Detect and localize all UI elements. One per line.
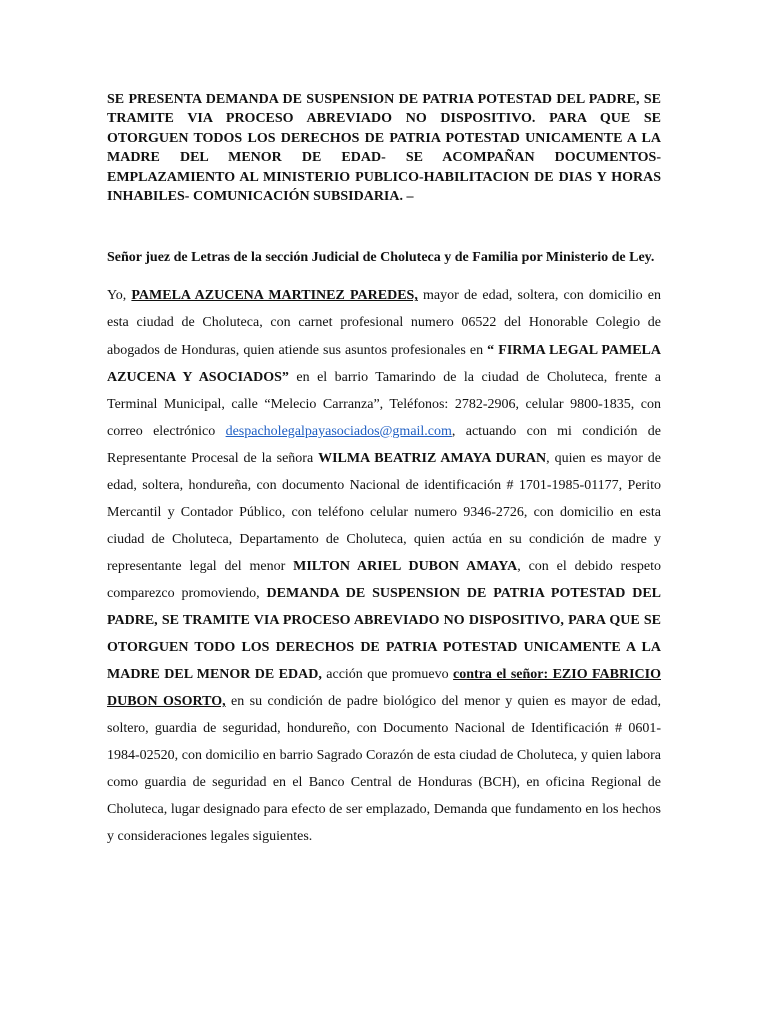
document-page (107, 90, 661, 850)
body-text-6: , con el debido respeto comparezco promoviendo, (107, 558, 661, 601)
body-text-7: acción que promuevo (321, 667, 454, 683)
body-text-5: , quien es mayor de edad, soltera, hondureña, con documento Nacional de identificación # 1701-1985-01177, Perito Mercantil y Contador Público, con teléfono celular numero 9346-2726, con domicilio en esta ciudad de Choluteca, Departamento de Choluteca, quien actúa en su condición de madre y representante legal del menor (107, 450, 661, 574)
body-text-8: en su condición de padre biológico del menor y quien es mayor de edad, soltero, guardia de seguridad, hondureño, con Documento Nacional de Identificación # 0601-1984-02520, con domicilio en barrio Sagrado Corazón de esta ciudad de Choluteca, y quien labora como guardia de seguridad en el Banco Central de Honduras (BCH), en oficina Regional de Choluteca, lugar designado para efecto de ser emplazado, Demanda que fundamento en los hechos y consideraciones legales siguientes. (107, 694, 661, 845)
defendant-name: contra el señor: EZIO FABRICIO DUBON OSORTO, (107, 667, 661, 710)
body-text-1: Yo, (107, 288, 132, 304)
body-text-2: mayor de edad, soltera, con domicilio en esta ciudad de Choluteca, con carnet profesional numero 06522 del Honorable Colegio de abogados de Honduras, quien atiende sus asuntos profesionales en (107, 288, 661, 358)
body-text-3: en el barrio Tamarindo de la ciudad de Choluteca, frente a Terminal Municipal, calle “Melecio Carranza”, Teléfonos: 2782-2906, celular 9800-1835, con correo electrónico (107, 369, 661, 439)
addressee-line: Señor juez de Letras de la sección Judicial de Choluteca y de Familia por Ministerio de Ley. (107, 250, 655, 266)
body-paragraph (107, 282, 661, 850)
firm-name: “ FIRMA LEGAL PAMELA AZUCENA Y ASOCIADOS” (107, 342, 661, 385)
client-name: WILMA BEATRIZ AMAYA DURAN (318, 450, 547, 466)
minor-name: MILTON ARIEL DUBON AMAYA (293, 558, 518, 574)
document-title: SE PRESENTA DEMANDA DE SUSPENSION DE PATRIA POTESTAD DEL PADRE, SE TRAMITE VIA PROCESO ABREVIADO NO DISPOSITIVO. PARA QUE SE OTORGUEN TODOS LOS DERECHOS DE PATRIA POTESTAD UNICAMENTE A LA MADRE DEL MENOR DE EDAD- SE ACOMPAÑAN DOCUMENTOS- EMPLAZAMIENTO AL MINISTERIO PUBLICO-HABILITACION DE DIAS Y HORAS INHABILES- COMUNICACIÓN SUBSIDARIA. – (107, 92, 661, 205)
body-text-4: , actuando con mi condición de Representante Procesal de la señora (107, 423, 661, 466)
claim-text: DEMANDA DE SUSPENSION DE PATRIA POTESTAD DEL PADRE, SE TRAMITE VIA PROCESO ABREVIADO NO DISPOSITIVO, PARA QUE SE OTORGUEN TODO LOS DERECHOS DE PATRIA POTESTAD UNICAMENTE A LA MADRE DEL MENOR DE EDAD, (107, 585, 662, 683)
email-link[interactable]: despacholegalpayasociados@gmail.com (225, 423, 452, 439)
attorney-name: PAMELA AZUCENA MARTINEZ PAREDES, (131, 288, 418, 304)
